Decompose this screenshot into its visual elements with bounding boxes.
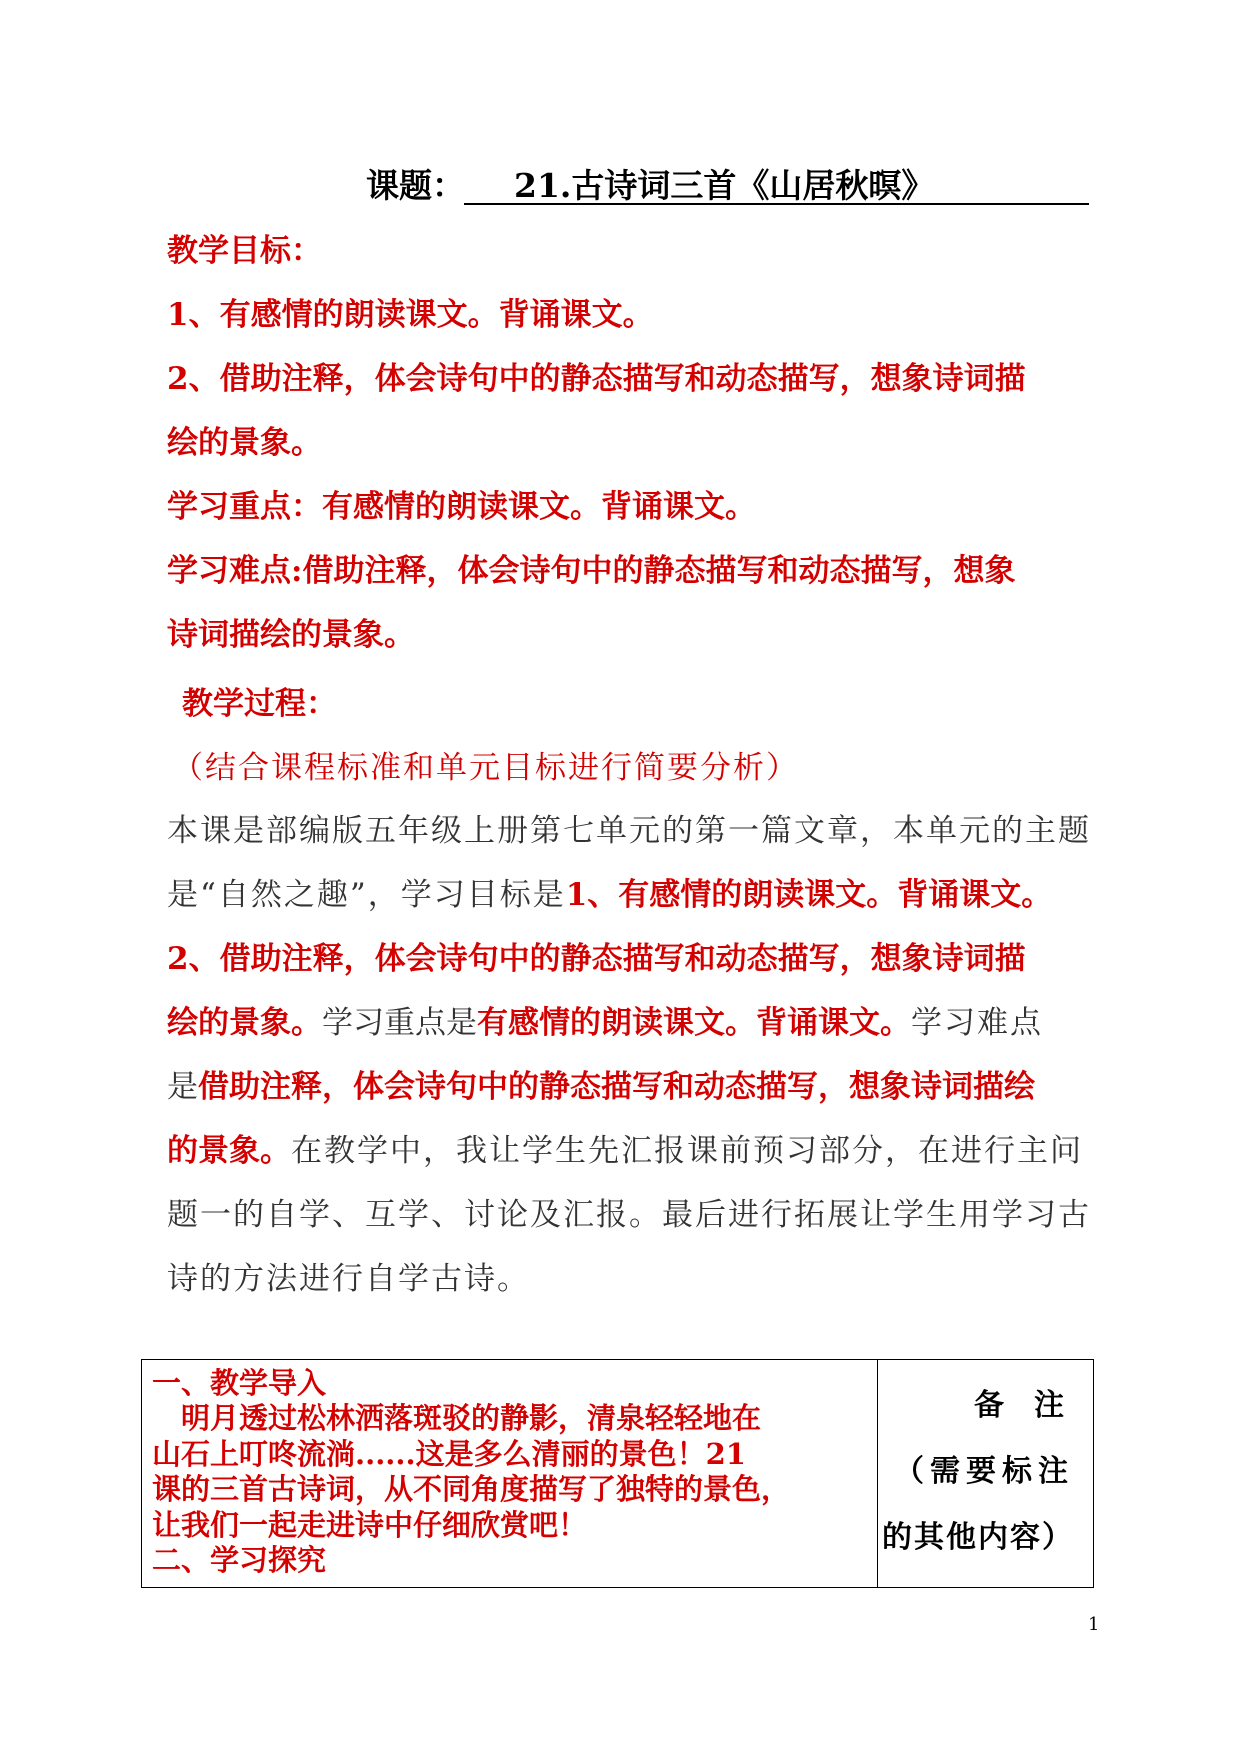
section-heading-explore: 二、学习探究 [152,1542,327,1577]
analysis-line-8: 诗的方法进行自学古诗。 [167,1261,530,1297]
process-heading: 教学过程： [182,686,337,722]
title-text: 21.古诗词三首《山居秋暝》 [514,166,935,205]
remarks-heading: 备 注 [974,1388,1064,1423]
objective-item-2-line-1: 2、借助注释，体会诗句中的静态描写和动态描写，想象诗词描 [167,361,1026,397]
lesson-table [141,1359,1094,1588]
table-right-cell [882,1380,1092,1556]
intro-text-line-2: 山石上叮咚流淌......这是多么清丽的景色！21 [152,1436,746,1471]
objectives-heading: 教学目标： [167,233,322,269]
remarks-note-line-1: （需要标注 [894,1454,1074,1489]
analysis-line-7: 题一的自学、互学、讨论及汇报。最后进行拓展让学生用学习古 [167,1197,1091,1233]
objective-item-1: 1、有感情的朗读课文。背诵课文。 [167,297,654,333]
difficulty-line-1: 学习难点:借助注释，体会诗句中的静态描写和动态描写，想象 [167,553,1016,589]
table-divider [877,1360,878,1587]
analysis-line-5: 是借助注释，体会诗句中的静态描写和动态描写，想象诗词描绘 [167,1069,1035,1105]
analysis-line-3: 2、借助注释，体会诗句中的静态描写和动态描写，想象诗词描 [167,941,1026,977]
analysis-line-6: 的景象。在教学中，我让学生先汇报课前预习部分，在进行主问 [167,1133,1083,1169]
page-number: 1 [1088,1614,1100,1635]
analysis-line-2: 是“自然之趣”，学习目标是1、有感情的朗读课文。背诵课文。 [167,877,1053,913]
objective-item-2-line-2: 绘的景象。 [167,425,322,461]
analysis-line-1: 本课是部编版五年级上册第七单元的第一篇文章，本单元的主题 [167,813,1091,849]
section-heading-intro: 一、教学导入 [152,1366,327,1400]
analysis-line-4: 绘的景象。学习重点是有感情的朗读课文。背诵课文。学习难点 [167,1005,1043,1041]
difficulty-line-2: 诗词描绘的景象。 [167,617,415,653]
intro-text-line-4: 让我们一起走进诗中仔细欣赏吧！ [152,1507,588,1542]
title-label: 课题： [366,166,465,205]
table-left-cell [152,1366,872,1578]
key-point: 学习重点：有感情的朗读课文。背诵课文。 [167,489,756,525]
intro-text-line-3: 课的三首古诗词，从不同角度描写了独特的景色， [152,1472,791,1507]
process-note: （结合课程标准和单元目标进行简要分析） [172,750,799,786]
intro-text-line-1: 明月透过松林洒落斑驳的静影，清泉轻轻地在 [152,1401,762,1436]
remarks-note-line-2: 的其他内容） [882,1520,1074,1555]
